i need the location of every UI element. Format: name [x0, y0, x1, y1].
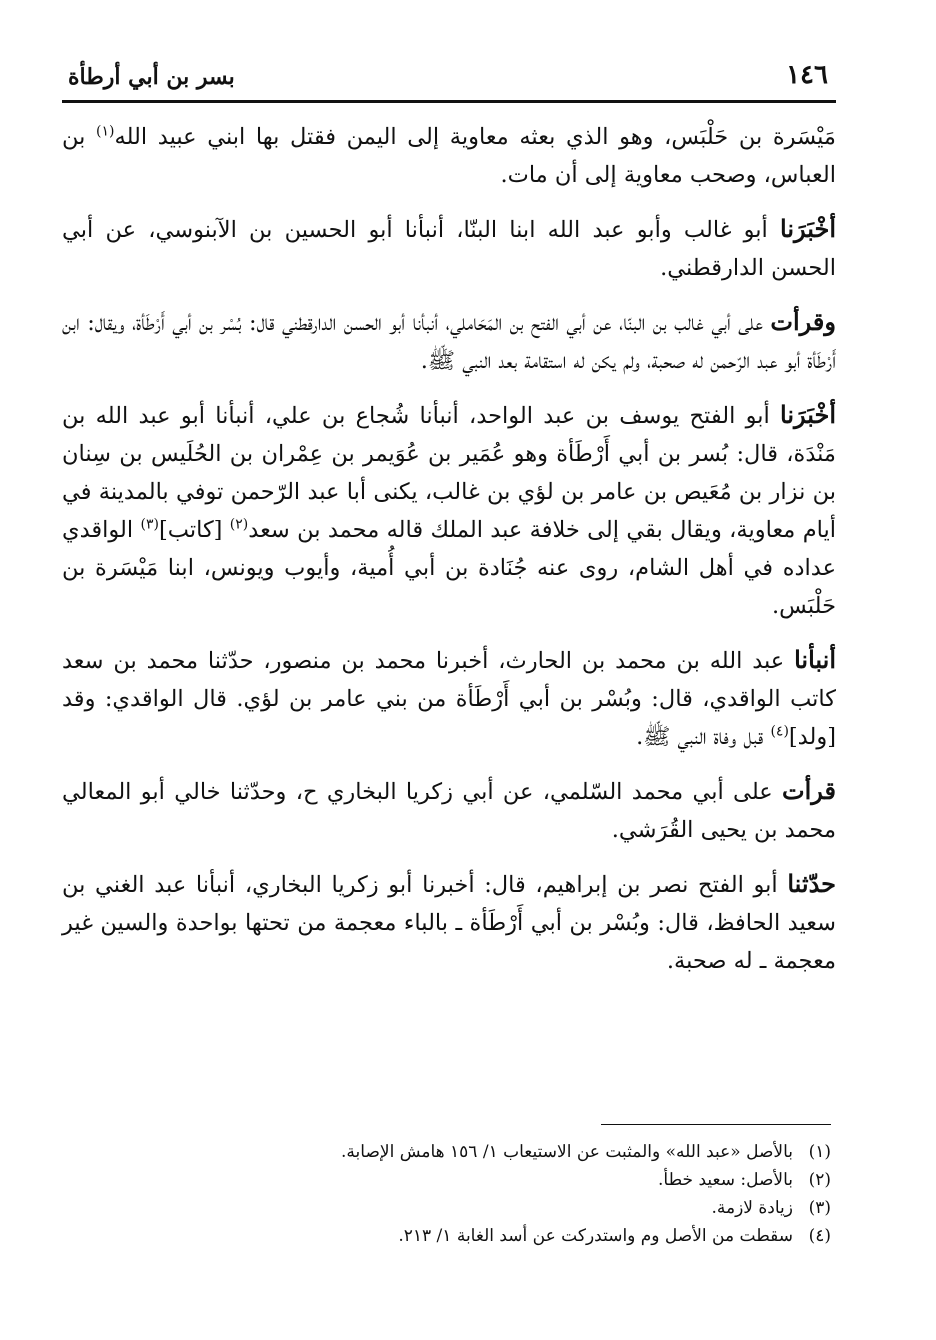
paragraph-text: عبد الله بن محمد بن الحارث، أخبرنا محمد بن منصور، حدّثنا محمد بن سعد كاتب الواقدي، قال: وبُسْر بن أبي أَرْطَأة من بني عامر بن لؤي. قال الواقدي: وقد [ولد]	[62, 648, 836, 750]
paragraph-text: على أبي غالب بن البنّا، عن أبي الفتح بن المَحَاملي، أنبأنا أبو الحسن الدارقطني قال: بُسْر بن أبي أَرْطَأة، ويقال: ابن أَرْطَأة أبو عبد الرّحمن له صحبة، ولم يكن له استقامة بعد النبي ﷺ.	[62, 310, 836, 374]
footnote-marker: (٣)	[140, 516, 159, 533]
paragraph-lead-word: حدّثنا	[787, 869, 836, 898]
paragraph	[62, 396, 836, 625]
paragraph-text: على أبي محمد السّلمي، عن أبي زكريا البخاري ح، وحدّثنا خالي أبو المعالي محمد بن يحيى القُرَشي.	[62, 779, 836, 843]
footnote-number: (٤)	[808, 1226, 831, 1246]
footnote	[62, 1166, 831, 1194]
footnote	[62, 1138, 831, 1166]
footnote	[62, 1222, 831, 1250]
paragraph-text: أبو الفتح نصر بن إبراهيم، قال: أخبرنا أبو زكريا البخاري، أنبأنا عبد الغني بن سعيد الحافظ، قال: وبُسْر بن أبي أَرْطَأة ـ بالباء معجمة من تحتها بواحدة والسين غير معجمة ـ له صحبة.	[62, 872, 836, 974]
paragraph	[62, 772, 836, 849]
paragraph-text: بن العباس، وصحب معاوية إلى أن مات.	[62, 124, 836, 188]
paragraph	[62, 303, 836, 380]
footnote	[62, 1194, 831, 1222]
body-text	[62, 118, 836, 996]
page-number: ١٤٦	[786, 60, 828, 90]
paragraph-lead-word: أخْبَرَنا	[780, 214, 836, 243]
footnote-marker: (٢)	[229, 516, 249, 533]
paragraph-lead-word: أخْبَرَنا	[780, 400, 836, 429]
footnote-text: بالأصل «عبد الله» والمثبت عن الاستيعاب ١/ ١٥٦ هامش الإصابة.	[341, 1142, 793, 1162]
footnote-number: (١)	[808, 1142, 831, 1162]
paragraph-text: أبو الفتح يوسف بن عبد الواحد، أنبأنا شُجاع بن علي، أنبأنا أبو عبد الله بن مَنْدَة، قال: بُسر بن أبي أَرْطَأة وهو عُمَير بن عُوَيمر بن عِمْران بن الحُلَيس بن سِنان بن نزار بن مُعَيص بن عامر بن لؤي بن غالب، يكنى أبا عبد الرّحمن توفي بالمدينة في أيام معاوية، ويقال بقي إلى خلافة عبد الملك قاله محمد بن سعد	[62, 403, 836, 543]
footnote-number: (٢)	[808, 1170, 831, 1190]
paragraph-lead-word: قرأت	[782, 776, 836, 805]
page-header	[62, 56, 836, 103]
paragraph-lead-word: وقرأت	[770, 307, 836, 336]
paragraph-text: الواقدي عداده في أهل الشام، روى عنه جُنَادة بن أبي أُمية، وأيوب ويونس، ابنا مَيْسَرة بن حَلْبَس.	[62, 517, 836, 619]
footnote-separator	[601, 1124, 831, 1125]
paragraph-text: مَيْسَرة بن حَلْبَس، وهو الذي بعثه معاوية إلى اليمن فقتل بها ابني عبيد الله	[114, 124, 836, 150]
paragraph	[62, 865, 836, 980]
footnote-text: زيادة لازمة.	[711, 1198, 793, 1218]
paragraph	[62, 210, 836, 287]
paragraph-text: [كاتب]	[158, 517, 230, 543]
footnote-marker: (٤)	[770, 723, 789, 740]
running-title: بسر بن أبي أرطأة	[68, 64, 235, 90]
paragraph-text: أبو غالب وأبو عبد الله ابنا البنّا، أنبأنا أبو الحسين بن الآبنوسي، عن أبي الحسن الدارقطني.	[62, 217, 836, 281]
paragraph-lead-word: أنبأنا	[794, 645, 836, 674]
footnote-marker: (١)	[96, 123, 115, 140]
footnote-text: بالأصل: سعيد خطأ.	[658, 1170, 793, 1190]
footnote-text: سقطت من الأصل وم واستدركت عن أسد الغابة ١/ ٢١٣.	[398, 1226, 793, 1246]
footnote-number: (٣)	[808, 1198, 831, 1218]
footnotes	[62, 1138, 831, 1250]
paragraph-text: قبل وفاة النبي ﷺ.	[636, 724, 771, 750]
paragraph	[62, 641, 836, 756]
paragraph	[62, 118, 836, 194]
